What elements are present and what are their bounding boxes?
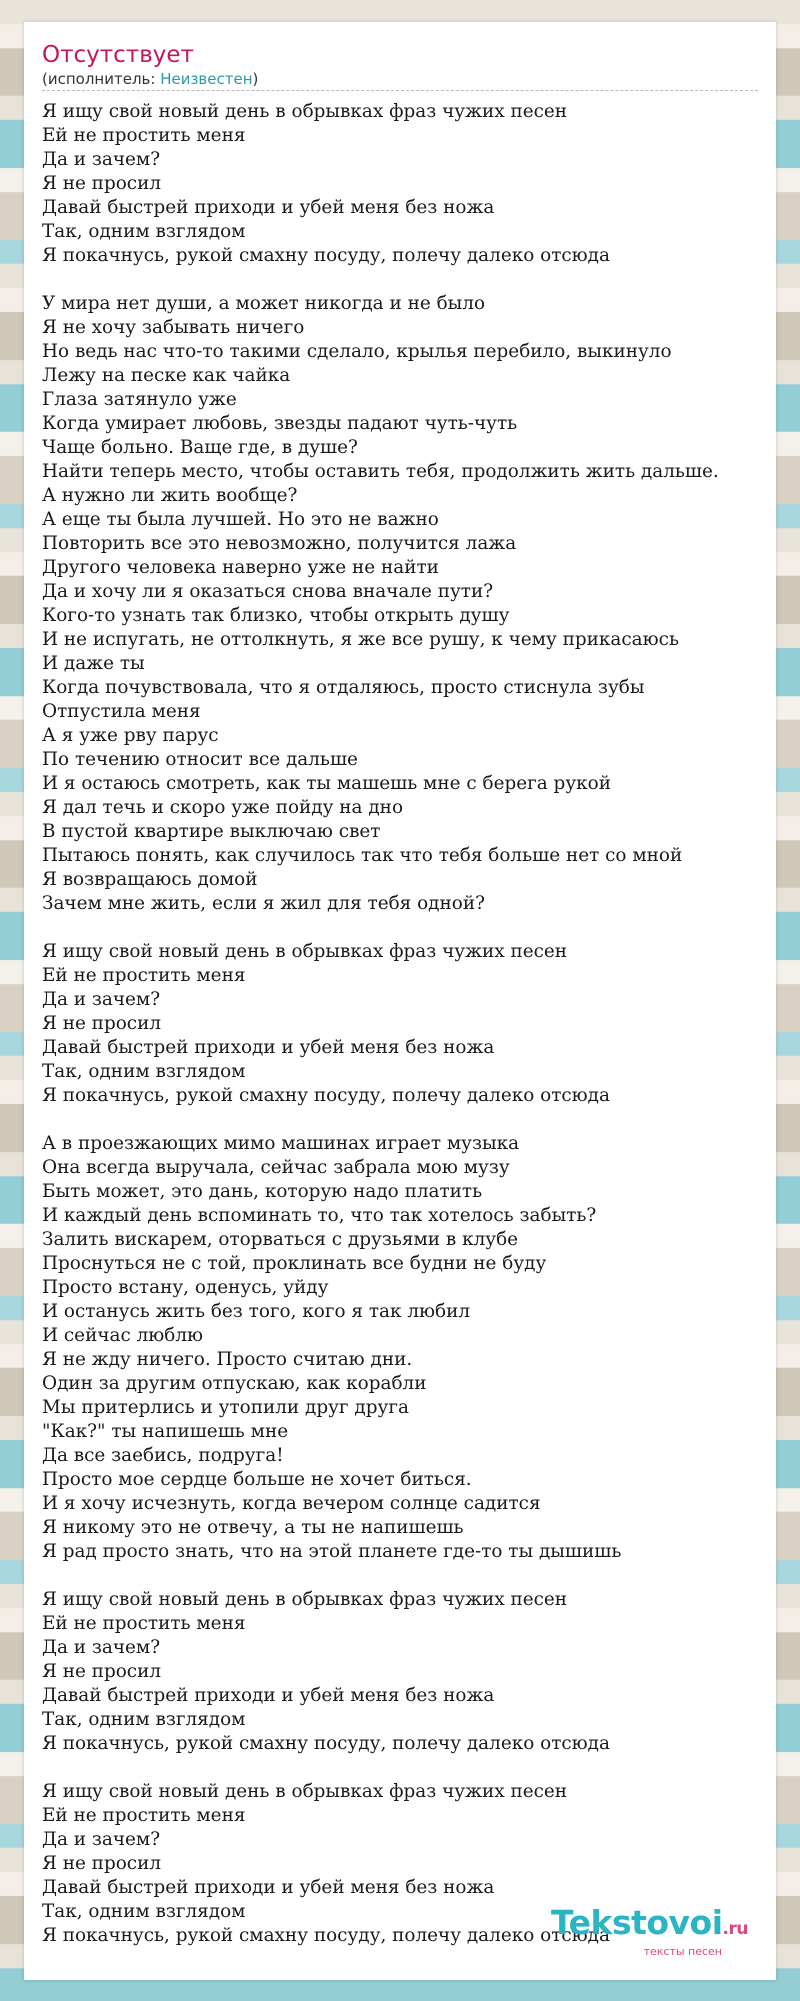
lyrics-line: Я возвращаюсь домой <box>42 869 258 890</box>
lyrics-line: Я покачнусь, рукой смахну посуду, полечу далеко отсюда <box>42 245 610 266</box>
lyrics-line: Просто встану, оденусь, уйду <box>42 1277 329 1298</box>
lyrics-line: Давай быстрей приходи и убей меня без ножа <box>42 1877 495 1898</box>
lyrics-line: Чаще больно. Ваще где, в душе? <box>42 437 358 458</box>
lyrics-line: Да и зачем? <box>42 989 161 1010</box>
lyrics-line: Она всегда выручала, сейчас забрала мою музу <box>42 1157 510 1178</box>
lyrics-line: Когда умирает любовь, звезды падают чуть-чуть <box>42 413 518 434</box>
lyrics-line: Я покачнусь, рукой смахну посуду, полечу далеко отсюда <box>42 1085 610 1106</box>
lyrics-line: Да и зачем? <box>42 1829 161 1850</box>
lyrics-line: А еще ты была лучшей. Но это не важно <box>42 509 439 530</box>
lyrics-line: У мира нет души, а может никогда и не было <box>42 293 486 314</box>
lyrics-line: Повторить все это невозможно, получится лажа <box>42 533 517 554</box>
lyrics-line: А нужно ли жить вообще? <box>42 485 298 506</box>
lyrics-line: По течению относит все дальше <box>42 749 358 770</box>
artist-link[interactable]: Неизвестен <box>160 70 253 88</box>
lyrics-line: Я не просил <box>42 1013 162 1034</box>
lyrics-line: Глаза затянуло уже <box>42 389 237 410</box>
artist-prefix: (исполнитель: <box>42 70 161 88</box>
lyrics-line: Ей не простить меня <box>42 965 246 986</box>
logo-tld: .ru <box>722 1919 748 1939</box>
lyrics-stanza <box>42 1132 800 1564</box>
lyrics-line: Один за другим отпускаю, как корабли <box>42 1373 427 1394</box>
lyrics-line: "Как?" ты напишешь мне <box>42 1421 289 1442</box>
lyrics-line: И не испугать, не оттолкнуть, я же все рушу, к чему прикасаюсь <box>42 629 679 650</box>
lyrics-line: Да и зачем? <box>42 149 161 170</box>
lyrics-line: Отпустила меня <box>42 701 201 722</box>
lyrics-line: Я покачнусь, рукой смахну посуду, полечу далеко отсюда <box>42 1733 610 1754</box>
logo-wordmark <box>551 1903 748 1946</box>
lyrics-line: И сейчас люблю <box>42 1325 204 1346</box>
song-title: Отсутствует <box>42 42 194 68</box>
artist-line <box>42 70 758 88</box>
logo-tagline: тексты песен <box>643 1945 722 1958</box>
lyrics-text <box>42 100 800 1972</box>
lyrics-line: Я не просил <box>42 1853 162 1874</box>
lyrics-line: Кого-то узнать так близко, чтобы открыть душу <box>42 605 510 626</box>
lyrics-line: И каждый день вспоминать то, что так хотелось забыть? <box>42 1205 597 1226</box>
lyrics-line: И даже ты <box>42 653 145 674</box>
lyrics-line: А я уже рву парус <box>42 725 219 746</box>
lyrics-line: Я покачнусь, рукой смахну посуду, полечу далеко отсюда <box>42 1925 610 1946</box>
lyrics-line: Когда почувствовала, что я отдаляюсь, просто стиснула зубы <box>42 677 645 698</box>
lyrics-stanza <box>42 292 800 916</box>
lyrics-line: Но ведь нас что-то такими сделало, крылья перебило, выкинуло <box>42 341 672 362</box>
song-header <box>42 40 758 91</box>
lyrics-stanza <box>42 100 800 268</box>
lyrics-line: Так, одним взглядом <box>42 1061 246 1082</box>
lyrics-line: А в проезжающих мимо машинах играет музыка <box>42 1133 520 1154</box>
lyrics-stanza <box>42 940 800 1108</box>
lyrics-line: В пустой квартире выключаю свет <box>42 821 381 842</box>
lyrics-line: Просто мое сердце больше не хочет биться. <box>42 1469 472 1490</box>
lyrics-line: Я дал течь и скоро уже пойду на дно <box>42 797 404 818</box>
logo-name: Tekstovoi <box>551 1903 723 1942</box>
lyrics-line: Давай быстрей приходи и убей меня без ножа <box>42 197 495 218</box>
lyrics-line: Ей не простить меня <box>42 1805 246 1826</box>
lyrics-line: Я ищу свой новый день в обрывках фраз чужих песен <box>42 941 568 962</box>
lyrics-card <box>24 22 776 1980</box>
site-logo[interactable] <box>551 1903 748 1958</box>
lyrics-stanza <box>42 1588 800 1756</box>
lyrics-line: Давай быстрей приходи и убей меня без ножа <box>42 1685 495 1706</box>
lyrics-line: Я не хочу забывать ничего <box>42 317 305 338</box>
lyrics-line: Да все заебись, подруга! <box>42 1445 284 1466</box>
lyrics-line: Я не жду ничего. Просто считаю дни. <box>42 1349 413 1370</box>
lyrics-line: Так, одним взглядом <box>42 1901 246 1922</box>
lyrics-line: Ей не простить меня <box>42 1613 246 1634</box>
lyrics-line: И останусь жить без того, кого я так любил <box>42 1301 471 1322</box>
lyrics-line: Проснуться не с той, проклинать все будни не буду <box>42 1253 547 1274</box>
lyrics-line: Я не просил <box>42 173 162 194</box>
lyrics-line: Пытаюсь понять, как случилось так что тебя больше нет со мной <box>42 845 683 866</box>
lyrics-line: Найти теперь место, чтобы оставить тебя, продолжить жить дальше. <box>42 461 719 482</box>
lyrics-line: Быть может, это дань, которую надо платить <box>42 1181 483 1202</box>
lyrics-line: Да и хочу ли я оказаться снова вначале пути? <box>42 581 494 602</box>
lyrics-line: И я хочу исчезнуть, когда вечером солнце садится <box>42 1493 541 1514</box>
lyrics-line: Залить вискарем, оторваться с друзьями в клубе <box>42 1229 519 1250</box>
lyrics-line: Давай быстрей приходи и убей меня без ножа <box>42 1037 495 1058</box>
lyrics-line: Другого человека наверно уже не найти <box>42 557 439 578</box>
lyrics-line: Ей не простить меня <box>42 125 246 146</box>
lyrics-line: Я рад просто знать, что на этой планете где-то ты дышишь <box>42 1541 622 1562</box>
lyrics-line: Я никому это не отвечу, а ты не напишешь <box>42 1517 464 1538</box>
lyrics-line: Я ищу свой новый день в обрывках фраз чужих песен <box>42 101 568 122</box>
lyrics-line: Лежу на песке как чайка <box>42 365 291 386</box>
lyrics-line: Так, одним взглядом <box>42 1709 246 1730</box>
lyrics-line: Зачем мне жить, если я жил для тебя одной? <box>42 893 485 914</box>
lyrics-line: Я ищу свой новый день в обрывках фраз чужих песен <box>42 1589 568 1610</box>
lyrics-line: Мы притерлись и утопили друг друга <box>42 1397 409 1418</box>
lyrics-line: Так, одним взглядом <box>42 221 246 242</box>
artist-suffix: ) <box>252 70 259 88</box>
lyrics-line: Да и зачем? <box>42 1637 161 1658</box>
lyrics-line: Я не просил <box>42 1661 162 1682</box>
lyrics-line: И я остаюсь смотреть, как ты машешь мне с берега рукой <box>42 773 611 794</box>
lyrics-line: Я ищу свой новый день в обрывках фраз чужих песен <box>42 1781 568 1802</box>
